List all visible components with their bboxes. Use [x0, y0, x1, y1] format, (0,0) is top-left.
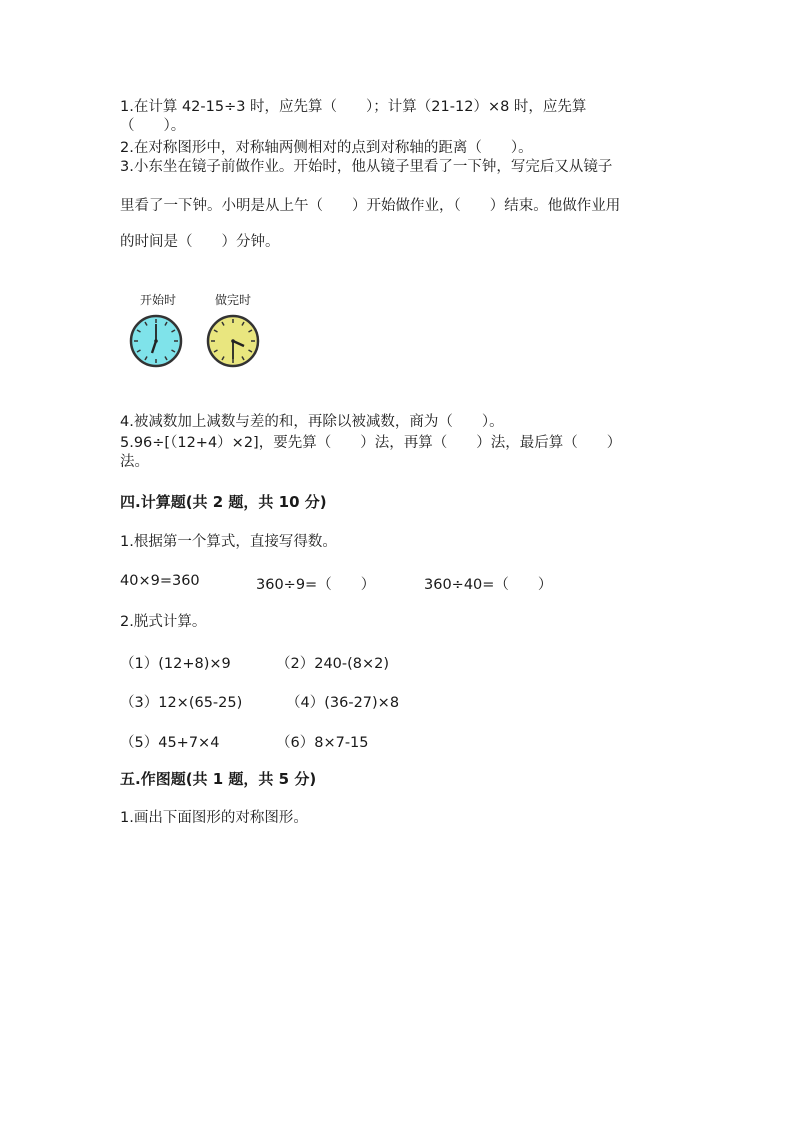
section-4-question-1: 1.根据第一个算式，直接写得数。	[120, 534, 337, 550]
step-calc-4: （4）(36-27)×8	[286, 695, 400, 711]
question-3-line-3: 的时间是（ ）分钟。	[120, 234, 280, 250]
question-1-line-2: （ ）。	[120, 118, 186, 134]
step-calc-6: （6）8×7-15	[276, 735, 369, 751]
calc-item-3: 360÷40=（ ）	[424, 577, 553, 593]
section-5-title: 五.作图题(共 1 题，共 5 分)	[120, 770, 317, 788]
question-3-line-2: 里看了一下钟。小明是从上午（ ）开始做作业，（ ）结束。他做作业用	[120, 198, 621, 214]
clock-end-icon	[205, 313, 261, 369]
question-3-line-1: 3.小东坐在镜子前做作业。开始时，他从镜子里看了一下钟，写完后又从镜子	[120, 159, 613, 175]
clock-start-icon	[128, 313, 184, 369]
question-5-line-2: 法。	[120, 454, 149, 470]
clock-end-label: 做完时	[214, 293, 251, 307]
step-calc-5: （5）45+7×4	[120, 735, 220, 751]
step-calc-2: （2）240-(8×2)	[276, 656, 390, 672]
calc-item-2: 360÷9=（ ）	[256, 577, 376, 593]
section-5-question-1: 1.画出下面图形的对称图形。	[120, 810, 308, 826]
clock-start-label: 开始时	[139, 293, 176, 307]
question-1-line-1: 1.在计算 42-15÷3 时，应先算（ ）；计算（21-12）×8 时，应先算	[120, 99, 587, 115]
step-calc-3: （3）12×(65-25)	[120, 695, 243, 711]
question-4: 4.被减数加上减数与差的和，再除以被减数，商为（ ）。	[120, 414, 504, 430]
section-4-question-2: 2.脱式计算。	[120, 614, 207, 630]
calc-item-1: 40×9=360	[120, 573, 200, 589]
section-4-title: 四.计算题(共 2 题，共 10 分)	[120, 493, 327, 511]
step-calc-1: （1）(12+8)×9	[120, 656, 231, 672]
question-2: 2.在对称图形中，对称轴两侧相对的点到对称轴的距离（ ）。	[120, 140, 533, 156]
question-5-line-1: 5.96÷[（12+4）×2]，要先算（ ）法，再算（ ）法，最后算（ ）	[120, 435, 622, 451]
